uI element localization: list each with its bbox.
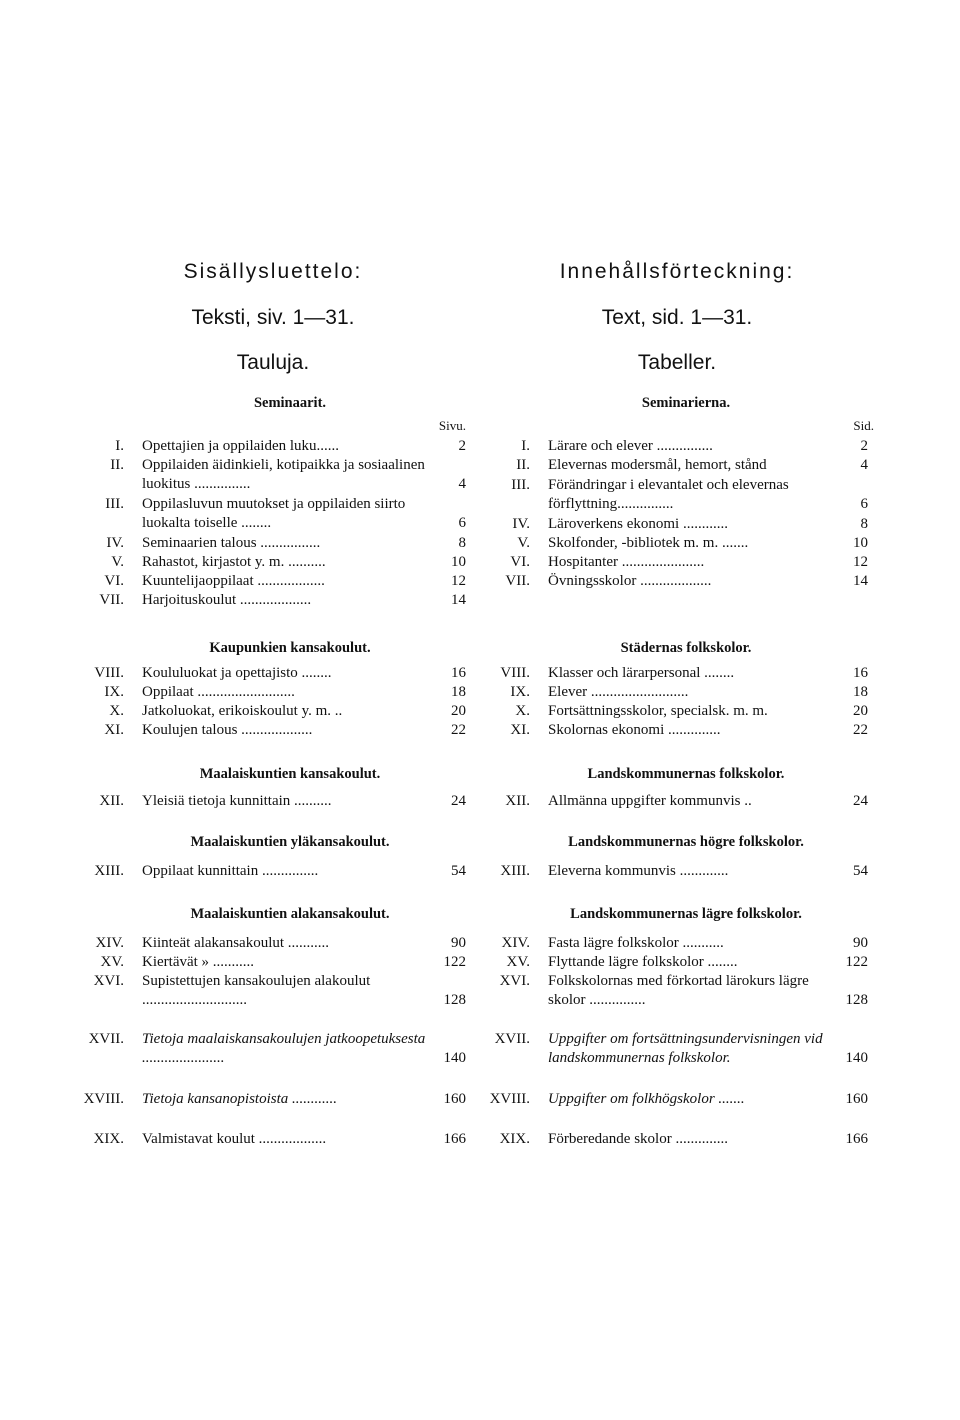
toc-entry <box>486 534 868 553</box>
entry-number: VIII. <box>500 665 530 681</box>
entry-number: XVIII. <box>489 1091 530 1107</box>
entry-title: Uppgifter om fortsättningsundervisningen vid landskommunernas folkskolor. <box>548 1031 823 1066</box>
toc-entry <box>486 664 868 683</box>
page-column-label: Sid. <box>853 418 874 433</box>
entry-number: XVIII. <box>83 1091 124 1107</box>
toc-entry <box>486 934 868 953</box>
entry-title: Valmistavat koulut .................. <box>142 1131 327 1147</box>
entry-number: XI. <box>510 722 530 738</box>
entry-title: Tietoja maalaiskansakoulujen jatkoopetuksesta ...................... <box>142 1031 426 1066</box>
section-heading: Landskommunernas lägre folkskolor. <box>570 906 802 922</box>
entry-page: 18 <box>853 684 868 700</box>
tables-heading: Tauluja. <box>236 351 310 374</box>
entry-page: 2 <box>458 438 466 454</box>
toc-entry <box>486 1030 868 1068</box>
entry-title: Övningsskolor ................... <box>548 573 712 589</box>
entry-title: Supistettujen kansakoulujen alakoulut ............................ <box>142 973 371 1008</box>
entry-title: Folkskolornas med förkortad lärokurs lägre skolor ............... <box>548 973 809 1008</box>
entry-title: Yleisiä tietoja kunnittain .......... <box>142 793 332 809</box>
toc-entry <box>80 534 466 553</box>
entry-title: Eleverna kommunvis ............. <box>548 863 729 879</box>
entry-title: Oppilasluvun muutokset ja oppilaiden siirto luokalta toiselle ........ <box>142 496 406 531</box>
entry-number: IV. <box>106 535 124 551</box>
entry-title: Oppilaat kunnittain ............... <box>142 863 319 879</box>
entry-page: 166 <box>443 1131 466 1147</box>
toc-entry <box>80 934 466 953</box>
entry-title: Klasser och lärarpersonal ........ <box>548 665 735 681</box>
toc-entry <box>80 1030 466 1068</box>
entry-page: 54 <box>451 863 466 879</box>
toc-entry <box>486 1130 868 1149</box>
entry-page: 22 <box>853 722 868 738</box>
entry-number: III. <box>105 496 124 512</box>
entry-page: 14 <box>451 592 466 608</box>
toc-entry <box>80 721 466 740</box>
entry-number: VI. <box>104 573 124 589</box>
entry-page: 140 <box>845 1050 868 1066</box>
toc-entry <box>486 437 868 456</box>
toc-entry <box>486 683 868 702</box>
entry-number: III. <box>511 477 530 493</box>
toc-entry <box>486 721 868 740</box>
page-title: Sisällysluettelo: <box>183 260 363 283</box>
entry-title: Koulujen talous ................... <box>142 722 313 738</box>
toc-entry <box>80 702 466 721</box>
toc-entry <box>80 1130 466 1149</box>
entry-title: Allmänna uppgifter kommunvis .. <box>548 793 752 809</box>
entry-number: VI. <box>510 554 530 570</box>
entry-title: Hospitanter ...................... <box>548 554 705 570</box>
toc-entry <box>80 972 466 1010</box>
toc-entry <box>486 553 868 572</box>
entry-page: 90 <box>451 935 466 951</box>
entry-title: Flyttande lägre folkskolor ........ <box>548 954 738 970</box>
entry-page: 122 <box>443 954 466 970</box>
section-heading: Maalaiskuntien kansakoulut. <box>199 766 381 782</box>
entry-title: Läroverkens ekonomi ............ <box>548 516 728 532</box>
toc-entry <box>486 572 868 591</box>
entry-number: II. <box>110 457 124 473</box>
entry-page: 128 <box>845 992 868 1008</box>
entry-page: 160 <box>443 1091 466 1107</box>
entry-number: X. <box>109 703 124 719</box>
entry-title: Uppgifter om folkhögskolor ....... <box>548 1091 745 1107</box>
entry-page: 122 <box>845 954 868 970</box>
toc-entry <box>80 437 466 456</box>
toc-entry <box>80 683 466 702</box>
toc-entry <box>486 792 868 811</box>
toc-entry <box>80 862 466 881</box>
entry-number: IV. <box>512 516 530 532</box>
entry-page: 16 <box>853 665 868 681</box>
entry-title: Skolornas ekonomi .............. <box>548 722 721 738</box>
section-heading: Maalaiskuntien alakansakoulut. <box>190 906 390 922</box>
entry-page: 10 <box>451 554 466 570</box>
entry-number: XII. <box>505 793 530 809</box>
section-heading: Maalaiskuntien yläkansakoulut. <box>190 834 390 850</box>
entry-number: VIII. <box>94 665 124 681</box>
text-pages-line: Teksti, siv. 1—31. <box>191 306 355 329</box>
entry-number: XIII. <box>94 863 124 879</box>
entry-title: Rahastot, kirjastot y. m. .......... <box>142 554 326 570</box>
entry-page: 90 <box>853 935 868 951</box>
entry-number: XII. <box>99 793 124 809</box>
section-heading: Städernas folkskolor. <box>620 640 752 656</box>
entry-number: XV. <box>100 954 124 970</box>
entry-number: XVII. <box>88 1031 124 1047</box>
entry-number: XIII. <box>500 863 530 879</box>
entry-page: 14 <box>853 573 868 589</box>
entry-page: 4 <box>860 457 868 473</box>
toc-entry <box>486 515 868 534</box>
entry-title: Seminaarien talous ................ <box>142 535 321 551</box>
text-pages-line: Text, sid. 1—31. <box>601 306 753 329</box>
toc-entry <box>486 456 868 475</box>
entry-page: 18 <box>451 684 466 700</box>
entry-page: 20 <box>451 703 466 719</box>
entry-title: Koululuokat ja opettajisto ........ <box>142 665 332 681</box>
entry-page: 4 <box>458 476 466 492</box>
section-heading: Seminarierna. <box>641 395 731 411</box>
entry-number: V. <box>111 554 124 570</box>
toc-entry <box>486 862 868 881</box>
entry-title: Kiinteät alakansakoulut ........... <box>142 935 330 951</box>
entry-title: Harjoituskoulut ................... <box>142 592 312 608</box>
entry-page: 160 <box>845 1091 868 1107</box>
entry-page: 54 <box>853 863 868 879</box>
section-heading: Landskommunernas högre folkskolor. <box>568 834 804 850</box>
entry-page: 24 <box>853 793 868 809</box>
entry-page: 140 <box>443 1050 466 1066</box>
entry-title: Tietoja kansanopistoista ............ <box>142 1091 338 1107</box>
section-heading: Seminaarit. <box>253 395 327 411</box>
entry-page: 10 <box>853 535 868 551</box>
entry-title: Fortsättningsskolor, specialsk. m. m. <box>548 703 768 719</box>
entry-title: Jatkoluokat, erikoiskoulut y. m. .. <box>142 703 343 719</box>
entry-title: Fasta lägre folkskolor ........... <box>548 935 724 951</box>
entry-page: 166 <box>845 1131 868 1147</box>
toc-entry <box>80 953 466 972</box>
toc-entry <box>80 792 466 811</box>
entry-number: XI. <box>104 722 124 738</box>
section-heading: Kaupunkien kansakoulut. <box>209 640 371 656</box>
page-column-label: Sivu. <box>438 418 466 433</box>
entry-title: Elevernas modersmål, hemort, stånd <box>548 457 767 473</box>
toc-entry <box>80 1090 466 1109</box>
entry-number: IX. <box>104 684 124 700</box>
page-title: Innehållsförteckning: <box>559 260 795 283</box>
entry-number: XVI. <box>93 973 124 989</box>
entry-title: Elever .......................... <box>548 684 689 700</box>
tables-heading: Tabeller. <box>637 351 717 374</box>
entry-title: Opettajien ja oppilaiden luku...... <box>142 438 340 454</box>
entry-page: 22 <box>451 722 466 738</box>
entry-page: 12 <box>853 554 868 570</box>
entry-page: 16 <box>451 665 466 681</box>
entry-number: VII. <box>505 573 530 589</box>
entry-page: 8 <box>860 516 868 532</box>
entry-number: XVII. <box>494 1031 530 1047</box>
toc-entry <box>80 664 466 683</box>
entry-number: XIX. <box>499 1131 530 1147</box>
entry-number: V. <box>517 535 530 551</box>
entry-number: XIV. <box>501 935 530 951</box>
toc-entry <box>80 456 466 494</box>
toc-entry <box>486 1090 868 1109</box>
entry-number: XIX. <box>93 1131 124 1147</box>
entry-page: 12 <box>451 573 466 589</box>
toc-entry <box>80 553 466 572</box>
entry-title: Oppilaiden äidinkieli, kotipaikka ja sosiaalinen luokitus ............... <box>142 457 425 492</box>
entry-title: Förändringar i elevantalet och elevernas förflyttning............... <box>548 477 789 512</box>
toc-entry <box>486 953 868 972</box>
entry-page: 128 <box>443 992 466 1008</box>
entry-title: Kiertävät » ........... <box>142 954 255 970</box>
toc-entry <box>80 572 466 591</box>
entry-number: XV. <box>506 954 530 970</box>
entry-page: 8 <box>458 535 466 551</box>
toc-entry <box>80 495 466 533</box>
entry-page: 6 <box>860 496 868 512</box>
entry-title: Lärare och elever ............... <box>548 438 713 454</box>
section-heading: Landskommunernas folkskolor. <box>587 766 785 782</box>
entry-number: X. <box>515 703 530 719</box>
entry-title: Kuuntelijaoppilaat .................. <box>142 573 325 589</box>
toc-entry <box>486 702 868 721</box>
entry-page: 24 <box>451 793 466 809</box>
entry-number: IX. <box>510 684 530 700</box>
toc-entry <box>486 476 868 514</box>
toc-entry <box>486 972 868 1010</box>
entry-number: II. <box>516 457 530 473</box>
entry-number: I. <box>521 438 530 454</box>
entry-page: 2 <box>860 438 868 454</box>
entry-title: Skolfonder, -bibliotek m. m. ....... <box>548 535 749 551</box>
toc-entry <box>80 591 466 610</box>
entry-title: Oppilaat .......................... <box>142 684 295 700</box>
entry-number: XVI. <box>499 973 530 989</box>
entry-number: VII. <box>99 592 124 608</box>
entry-page: 20 <box>853 703 868 719</box>
entry-number: XIV. <box>95 935 124 951</box>
entry-number: I. <box>115 438 124 454</box>
entry-title: Förberedande skolor .............. <box>548 1131 728 1147</box>
entry-page: 6 <box>458 515 466 531</box>
